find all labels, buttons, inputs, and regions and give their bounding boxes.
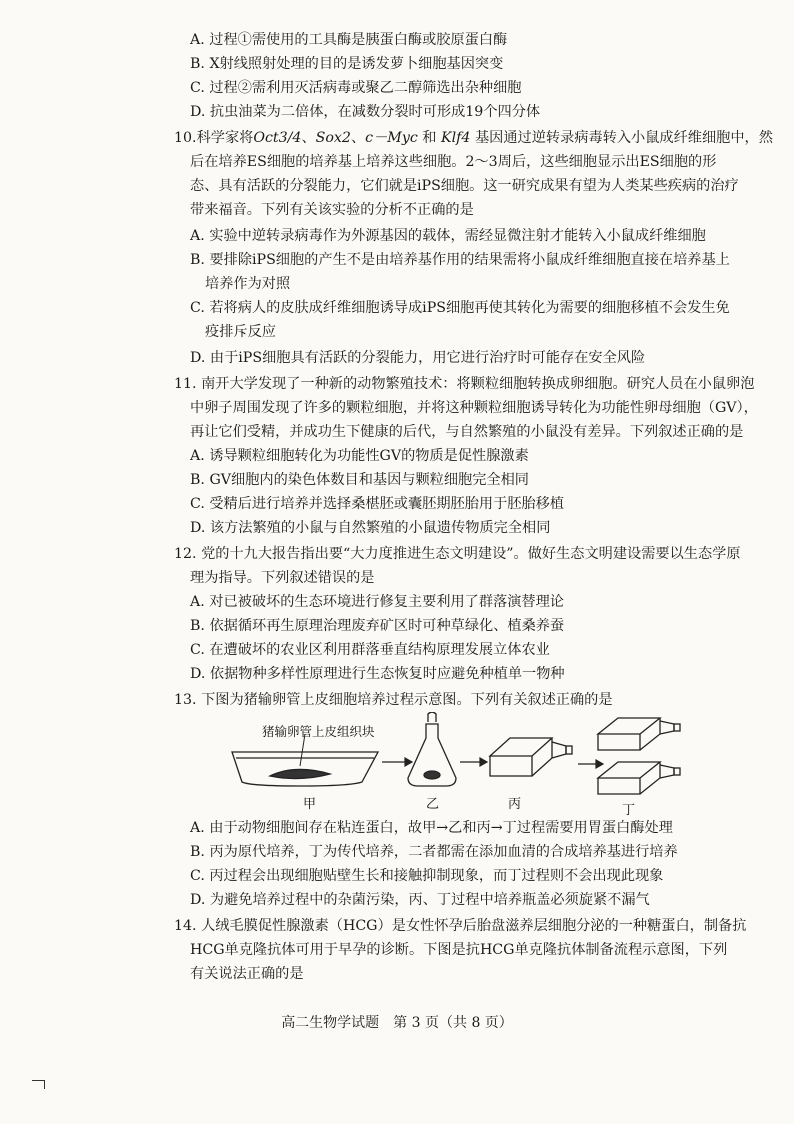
culture-flask-bing-icon [490,738,572,776]
q12-option-a: A. 对已被破坏的生态环境进行修复主要利用了群落演替理论 [190,594,564,610]
q10-option-d: D. 由于iPS细胞具有活跃的分裂能力，用它进行治疗时可能存在安全风险 [190,350,646,366]
gene-klf: Klf4 [441,130,471,146]
q11-stem-line-3: 再让它们受精，并成功生下健康的后代，与自然繁殖的小鼠没有差异。下列叙述正确的是 [190,424,744,440]
q9-option-d: D. 抗虫油菜为二倍体，在减数分裂时可形成19个四分体 [190,104,541,120]
corner-mark [32,1080,45,1089]
q10-option-b-line-1: B. 要排除iPS细胞的产生不是由培养基作用的结果需将小鼠成纤维细胞直接在培养基上 [190,252,730,268]
q11-option-d: D. 该方法繁殖的小鼠与自然繁殖的小鼠遗传物质完全相同 [190,520,551,536]
q12-option-d: D. 依据物种多样性原理进行生态恢复时应避免种植单一物种 [190,666,565,682]
label-jia: 甲 [303,797,317,812]
q11-stem-line-1: 11. 南开大学发现了一种新的动物繁殖技术：将颗粒细胞转换成卵细胞。研究人员在小鼠卵泡 [174,376,755,392]
culture-flask-ding-bottom-icon [598,762,680,794]
gene-oct: Oct3/4 [253,130,302,146]
tissue-label: 猪输卵管上皮组织块 [262,724,375,739]
q14-stem-line-2: HCG单克隆抗体可用于早孕的诊断。下图是抗HCG单克隆抗体制备流程示意图，下列 [190,942,728,958]
arrow-1-icon [382,758,412,766]
q11-stem-line-2: 中卵子周围发现了许多的颗粒细胞，并将这种颗粒细胞诱导转化为功能性卵母细胞（GV）， [190,400,758,416]
q11-option-c: C. 受精后进行培养并选择桑椹胚或囊胚期胚胎用于胚胎移植 [190,496,565,512]
label-bing: 丙 [508,797,522,812]
page-footer: 高二生物学试题 第 3 页（共 8 页） [281,1015,513,1031]
q13-option-a: A. 由于动物细胞间存在粘连蛋白，故甲→乙和丙→丁过程需要用胃蛋白酶处理 [190,820,673,836]
q10-stem-line-4: 带来福音。下列有关该实验的分析不正确的是 [190,202,474,218]
dish-jia-icon [232,734,378,786]
q14-stem-line-1: 14. 人绒毛膜促性腺激素（HCG）是女性怀孕后胎盘滋养层细胞分泌的一种糖蛋白，制备抗 [174,918,747,934]
q10-option-c-line-2: 疫排斥反应 [205,324,276,340]
q10-stem-line-3: 态、具有活跃的分裂能力，它们就是iPS细胞。这一研究成果有望为人类某些疾病的治疗 [190,178,739,194]
q12-stem-line-2: 理为指导。下列叙述错误的是 [190,570,375,586]
q13-option-c: C. 丙过程会出现细胞贴壁生长和接触抑制现象，而丁过程则不会出现此现象 [190,868,664,884]
q13-option-d: D. 为避免培养过程中的杂菌污染，丙、丁过程中培养瓶盖必须旋紧不漏气 [190,892,650,908]
cell-culture-diagram [0,712,794,822]
q12-option-b: B. 依据循环再生原理治理废弃矿区时可种草绿化、植桑养蚕 [190,618,565,634]
q10-stem-line-1: 10.科学家将Oct3/4、Sox2、c－Myc 和 Klf4 基因通过逆转录病毒转入小鼠成纤维细胞中，然 [174,130,773,146]
q12-option-c: C. 在遭破坏的农业区利用群落垂直结构原理发展立体农业 [190,642,550,658]
arrow-3-icon [578,760,603,768]
culture-flask-ding-top-icon [598,718,680,750]
q10-option-a: A. 实验中逆转录病毒作为外源基因的载体，需经显微注射才能转入小鼠成纤维细胞 [190,228,706,244]
q11-option-a: A. 诱导颗粒细胞转化为功能性GV的物质是促性腺激素 [190,448,529,464]
flask-yi-icon [408,712,456,786]
q9-option-a: A. 过程①需使用的工具酶是胰蛋白酶或胶原蛋白酶 [190,32,508,48]
q10-stem-line-2: 后在培养ES细胞的培养基上培养这些细胞。2～3周后，这些细胞显示出ES细胞的形 [190,154,717,170]
q10-option-b-line-2: 培养作为对照 [205,276,291,292]
arrow-2-icon [460,758,487,766]
q10-number: 10. [174,130,197,146]
label-yi: 乙 [426,797,440,812]
gene-myc: c－Myc [365,130,418,146]
q13-stem: 13. 下图为猪输卵管上皮细胞培养过程示意图。下列有关叙述正确的是 [174,692,613,708]
q9-option-c: C. 过程②需利用灭活病毒或聚乙二醇筛选出杂种细胞 [190,80,522,96]
q13-option-b: B. 丙为原代培养，丁为传代培养，二者都需在添加血清的合成培养基进行培养 [190,844,678,860]
q14-stem-line-3: 有关说法正确的是 [190,966,304,982]
q9-option-b: B. X射线照射处理的目的是诱发萝卜细胞基因突变 [190,56,504,72]
q11-option-b: B. GV细胞内的染色体数目和基因与颗粒细胞完全相同 [190,472,529,488]
label-ding: 丁 [622,803,636,818]
gene-sox: Sox2 [315,130,351,146]
q10-option-c-line-1: C. 若将病人的皮肤成纤维细胞诱导成iPS细胞再使其转化为需要的细胞移植不会发生免 [190,300,730,316]
q12-stem-line-1: 12. 党的十九大报告指出要“大力度推进生态文明建设”。做好生态文明建设需要以生态学原 [174,546,741,562]
